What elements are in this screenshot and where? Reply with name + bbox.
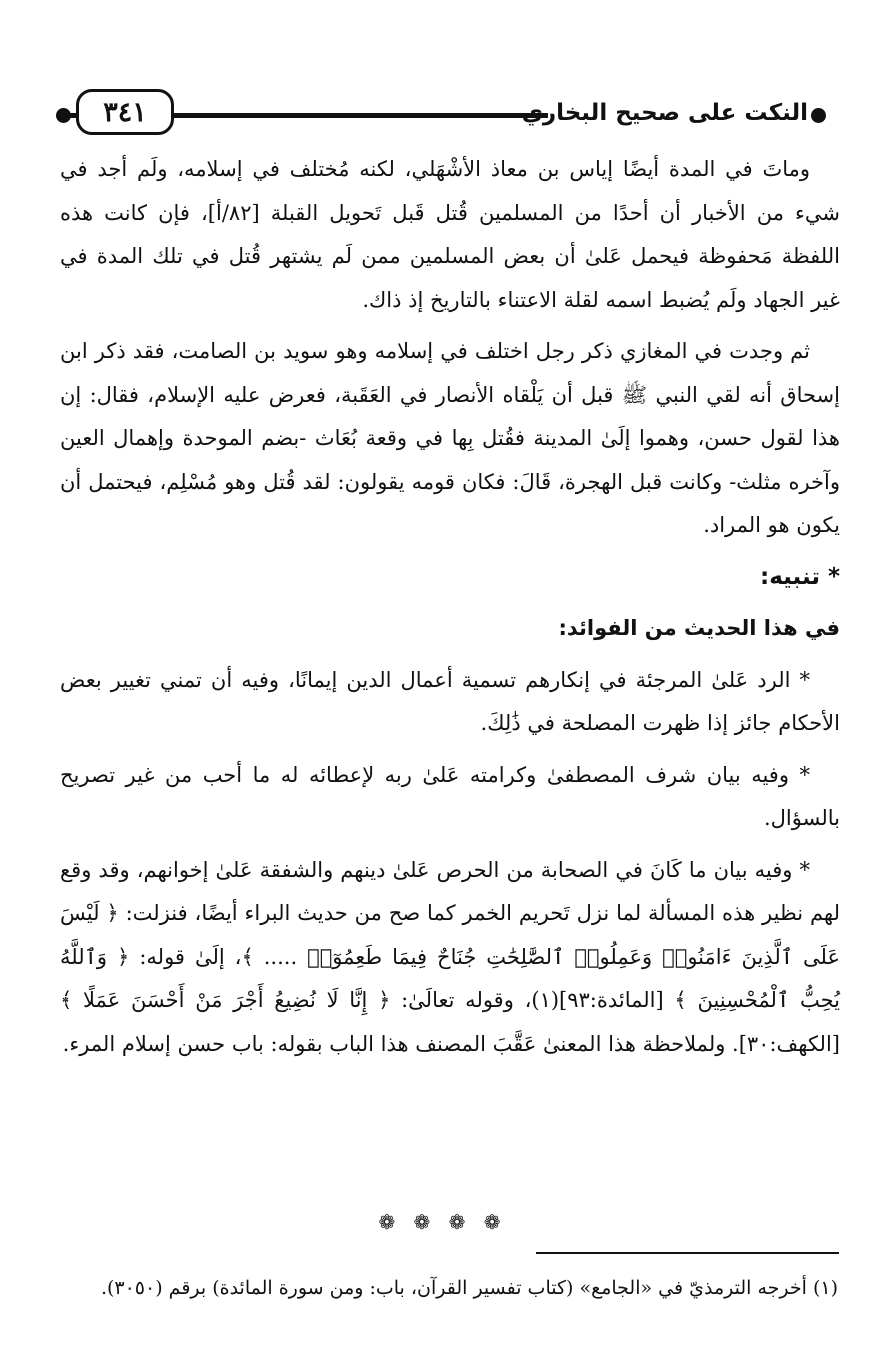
benefit-item: * وفيه بيان ما كَانَ في الصحابة من الحرص عَلىٰ دينهم والشفقة عَلىٰ إخوانهم، وقد وقع لهم نظير هذه المسألة لما نزل تَحريم الخمر كما صح من حديث البراء أيضًا، فنزلت: ﴿ لَيْسَ عَلَى ٱلَّذِينَ ءَامَنُوا۟ وَعَمِلُوا۟ ٱلصَّٰلِحَٰتِ جُنَاحٌ فِيمَا طَعِمُوٓا۟ ..... ﴾، إلَىٰ قوله: ﴿ وَٱللَّهُ يُحِبُّ ٱلْمُحْسِنِينَ ﴾ [المائدة:٩٣](١)، وقوله تعالَىٰ: ﴿ إِنَّا لَا نُضِيعُ أَجْرَ مَنْ أَحْسَنَ عَمَلًا ﴾ [الكهف:٣٠]. ولملاحظة هذا المعنىٰ عَقَّبَ المصنف هذا الباب بقوله: باب حسن إسلام المرء. xyxy=(60,857,840,1056)
page-header xyxy=(0,84,885,144)
benefits-heading: في هذا الحديث من الفوائد: xyxy=(558,616,840,640)
paragraph: ثم وجدت في المغازي ذكر رجل اختلف في إسلامه وهو سويد بن الصامت، فقد ذكر ابن إسحاق أنه لقي النبي ﷺ قبل أن يَلْقاه الأنصار في العَقَبة، فعرض عليه الإسلام، فقال: إن هذا لقول حسن، وهموا إلَىٰ المدينة فقُتل بِها في وقعة بُعَاث -بضم الموحدة وإهمال العين وآخره مثلث- وكانت قبل الهجرة، قَالَ: فكان قومه يقولون: لقد قُتل وهو مُسْلِم، فيحتمل أن يكون هو المراد. xyxy=(60,339,840,537)
benefit-item: * الرد عَلىٰ المرجئة في إنكارهم تسمية أعمال الدين إيمانًا، وفيه أن تمني تغيير بعض الأحكام جائز إذا ظهرت المصلحة في ذَٰلِكَ. xyxy=(60,667,840,735)
book-title: النكت على صحيح البخاري xyxy=(521,100,808,126)
body-text xyxy=(60,148,840,1074)
footnote-divider xyxy=(536,1252,839,1254)
section-separator: ❁ ❁ ❁ ❁ xyxy=(378,1210,507,1234)
header-right-dot xyxy=(811,108,826,123)
notice-heading: * تنبيه: xyxy=(760,563,840,590)
paragraph: وماتَ في المدة أيضًا إياس بن معاذ الأشْهَلي، لكنه مُختلف في إسلامه، ولَم أجد في شيء من الأخبار أن أحدًا من المسلمين قُتل قَبل تَحويل القبلة [٨٢/أ]، فإن كانت هذه اللفظة مَحفوظة فيحمل عَلىٰ أن بعض المسلمين ممن لَم يشتهر قُتل في تلك المدة في غير الجهاد ولَم يُضبط اسمه لقلة الاعتناء بالتاريخ إذ ذاك. xyxy=(60,157,840,312)
benefit-item: * وفيه بيان شرف المصطفىٰ وكرامته عَلىٰ ربه لإعطائه له ما أحب من غير تصريح بالسؤال. xyxy=(60,762,840,830)
header-left-dot xyxy=(56,108,71,123)
footnote: (١) أخرجه الترمذيّ في «الجامع» (كتاب تفسير القرآن، باب: ومن سورة المائدة) برقم (٣٠٥٠). xyxy=(100,1277,838,1299)
page-number: ٣٤١ xyxy=(76,89,174,135)
